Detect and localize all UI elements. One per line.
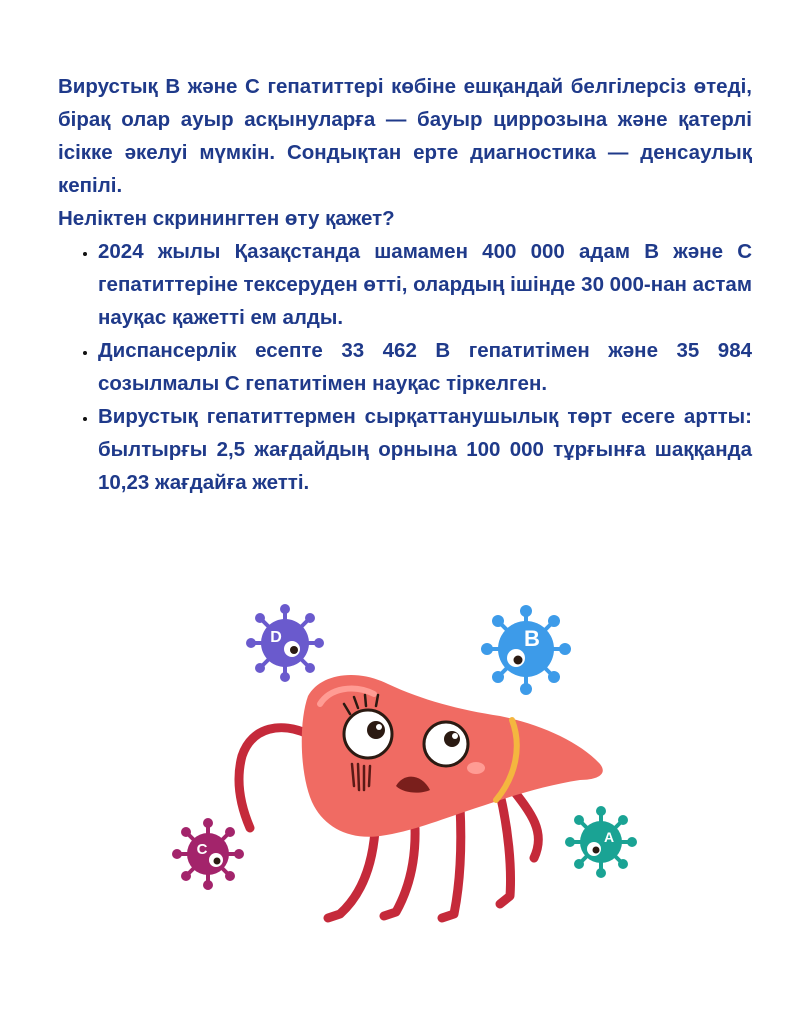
- list-item: • Диспансерлік есепте 33 462 В гепатитімен және 35 984 созылмалы С гепатитімен науқас тіркелген.: [98, 334, 752, 400]
- sad-liver-illustration: [160, 596, 650, 941]
- virus-b-letter: B: [524, 626, 540, 651]
- list-item: • Вирустық гепатиттермен сырқаттанушылық төрт есеге артты: былтырғы 2,5 жағдайдың орнына 100 000 тұрғынға шаққанда 10,23 жағдайға жетті.: [98, 400, 752, 499]
- right-arm: [510, 786, 538, 858]
- virus-b-icon: [481, 605, 571, 695]
- left-arm: [239, 728, 308, 828]
- bullet-list: [58, 235, 752, 499]
- virus-c-icon: [172, 818, 244, 890]
- left-eye-shine: [376, 724, 382, 730]
- article-text: [58, 70, 752, 499]
- list-item: • 2024 жылы Қазақстанда шамамен 400 000 адам В және С гепатиттеріне тексеруден өтті, олардың ішінде 30 000-нан астам науқас қажетті ем алды.: [98, 235, 752, 334]
- virus-a-icon: [565, 806, 637, 878]
- leg-1: [328, 831, 375, 918]
- cheek-blush: [467, 762, 485, 774]
- right-pupil: [444, 731, 460, 747]
- virus-c-letter: C: [196, 841, 208, 858]
- virus-d-icon: [246, 604, 324, 682]
- virus-d-letter: D: [270, 629, 282, 646]
- virus-a-letter: A: [603, 829, 615, 845]
- left-pupil: [367, 721, 385, 739]
- right-eye-shine: [452, 733, 458, 739]
- leg-4: [500, 794, 511, 904]
- intro-paragraph: Вирустық В және С гепатиттері көбіне ешқандай белгілерсіз өтеді, бірақ олар ауыр асқынуларға — бауыр циррозына және қатерлі ісікке әкелуі мүмкін. Сондықтан ерте диагностика — денсаулық кепілі.: [58, 75, 752, 197]
- question-heading: Неліктен скринингтен өту қажет?: [58, 207, 395, 230]
- leg-2: [384, 828, 415, 916]
- leg-3: [442, 806, 461, 918]
